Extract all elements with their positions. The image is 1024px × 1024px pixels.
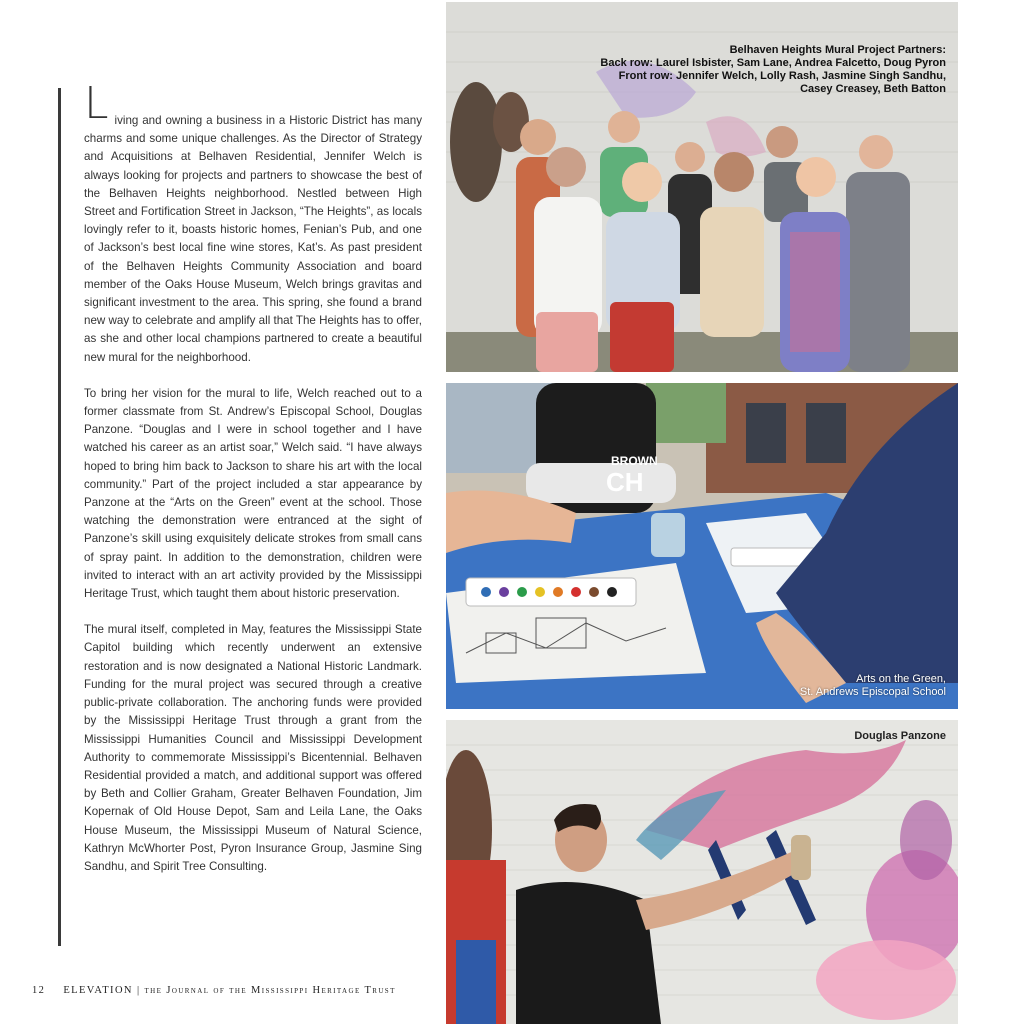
article-body (84, 78, 422, 876)
arts-on-the-green-photo (446, 383, 958, 709)
page-footer (32, 985, 396, 996)
journal-name: the Journal of the Mississippi Heritage Trust (144, 985, 396, 996)
article-paragraph-3: The mural itself, completed in May, features the Mississippi State Capitol building which recently underwent an extensive restoration and is now designated a National Historic Landmark. Funding for the mural project was secured through a creative public-private collaboration. The anchoring funds were provided by the Mississippi Heritage Trust through a grant from the Mississippi Humanities Council and Mississippi Development Authority to commemorate Mississippi’s Bicentennial. Belhaven Residential provided a match, and additional support was offered by Beth and Collier Graham, Greater Belhaven Foundation, Jim Kopernak of Old House Depot, Sam and Leila Lane, the Oaks House Museum, the Mississippi Museum of Natural Science, Kathryn McWhorter Post, Pyron Insurance Group, Jasmine Sing Sandhu, and Spirit Tree Consulting. (84, 623, 422, 873)
arts-photo-image (446, 383, 958, 709)
artist-photo-image (446, 720, 958, 1024)
publication-name: ELEVATION (63, 985, 133, 996)
drop-cap: L (84, 78, 109, 129)
caption-front-row: Front row: Jennifer Welch, Lolly Rash, Jasmine Singh Sandhu, (618, 70, 946, 82)
caption-title: Belhaven Heights Mural Project Partners: (729, 44, 946, 56)
caption-back-row: Back row: Laurel Isbister, Sam Lane, Andrea Falcetto, Doug Pyron (600, 57, 946, 69)
shirt-text-bottom: CH (606, 467, 644, 497)
paragraph-1-text: iving and owning a business in a Historic District has many charms and some unique challenges. As the Director of Strategy and Acquisitions at Belhaven Residential, Jennifer Welch is always looking for projects and partners to showcase the best of the Belhaven Heights neighborhood. Nestled between High Street and Fortification Street in Jackson, “The Heights”, as locals lovingly refer to it, boasts historic homes, Fenian’s Pub, and one of Jackson’s best local fine wine stores, Kat’s. As past president of the Belhaven Heights Community Association and board member of the Oaks House Museum, Welch brings gravitas and significant investment to the area. This spring, she found a brand new way to celebrate and amplify all that The Heights has to offer, as she and other local champions partnered to create a beautiful new mural for the neighborhood. (84, 114, 422, 364)
article-paragraph-1 (84, 78, 422, 367)
page-number: 12 (32, 985, 46, 996)
shirt-text-top: BROWN (611, 454, 658, 468)
caption-event-location: St. Andrews Episcopal School (799, 686, 946, 698)
footer-separator: | (136, 985, 141, 996)
group-photo-caption (600, 44, 946, 96)
article-vertical-rule (58, 88, 61, 946)
artist-photo-caption: Douglas Panzone (854, 730, 946, 742)
caption-event-name: Arts on the Green, (856, 673, 946, 685)
group-photo (446, 2, 958, 372)
caption-front-row-cont: Casey Creasey, Beth Batton (800, 83, 946, 95)
article-paragraph-2: To bring her vision for the mural to life, Welch reached out to a former classmate from St. Andrew’s Episcopal School, Douglas Panzone. “Douglas and I were in school together and I have watched his career as an artist soar,” Welch said. “I have always hoped to bring him back to Jackson to share his art with the local community.” Part of the project included a star appearance by Panzone at the “Arts on the Green” event at the school. Those watching the demonstration were entranced at the sight of Panzone’s skill using exquisitely delicate strokes from small cans of spray paint. In addition to the demonstration, children were invited to interact with an art activity provided by the Mississippi Heritage Trust, which taught them about historic preservation. (84, 386, 422, 601)
artist-painting-photo (446, 720, 958, 1024)
arts-photo-caption (800, 673, 946, 699)
